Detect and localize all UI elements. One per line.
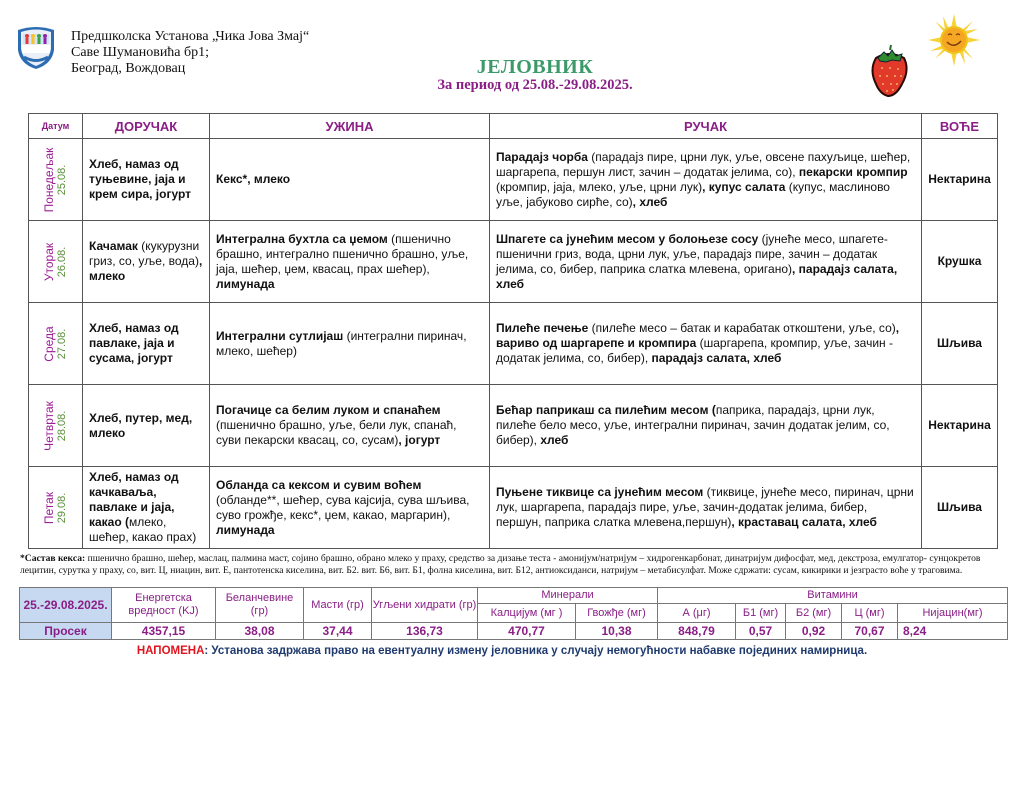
header-minerals: Минерали [478,588,658,604]
page-title: ЈЕЛОВНИК [476,56,594,78]
column-header-lunch: РУЧАК [490,114,922,139]
dish-ingredients: (јунеће месо, шпагете- пшенични гриз, вода, црни лук, уље, парадајз пире, зачин – додатак јелима, со, бибер, паприка слатка млевена, оригано) [496,231,888,276]
value-vit-b1: 0,57 [736,623,786,640]
title-block [380,57,690,93]
dish-name: , јогурт [398,433,441,447]
value-carbs: 136,73 [372,623,478,640]
dish-name: Пилеће печење [496,321,589,335]
value-energy: 4357,15 [112,623,216,640]
menu-day-row [29,385,998,467]
note-text: : Установа задржава право на евентуалну измену јеловника у случају немогућности набавке појединих намирница. [204,645,868,657]
value-vit-c: 70,67 [842,623,898,640]
day-cell [29,221,83,303]
column-header-snack: УЖИНА [210,114,490,139]
dish-name: , краставац салата, хлеб [731,515,877,529]
nutrition-table [19,587,1008,640]
dish-ingredients: (пшенично брашно, интегрално пшенично брашно, уље, јаја, шећер, џем, квасац, прах шећер), [216,231,469,276]
nutrition-period: 25.-29.08.2025. [20,588,112,623]
dish-ingredients: (кукурузни гриз, со, уље, вода) [89,239,200,268]
footnote-text: пшенично брашно, шећер, маслац, палмина маст, сојино брашно, обрано млеко у праху, средство за дизање теста - амонијум/натријум – хидрогенкарбонат, динатријум дифосфат, мед, декстроза, емулгатор- сунцокретов лецитин, сурутка у праху, со, вит. Ц, ниацин, вит. Е, пантотенска киселина, вит. Б2. вит. Б6, вит. Б1, фолна киселина, вит. Б12, антиоксиданси, натријум – метабисулфат. Може сдржати: сусам, кикирики и језграсто воће у траговима. [20,553,981,576]
dish-ingredients: (пшенично брашно, уље, бели лук, спанаћ, суви пекарски квасац, со, сусам) [216,418,457,447]
snack-cell [210,467,490,549]
average-row [20,623,1008,640]
dish-name: Парадајз чорба [496,149,592,164]
dish-name: Кекс*, млеко [216,172,291,186]
dish-name: Интегрални сутлијаш [216,328,344,343]
dish-name: , купус салата [702,179,786,194]
dish-name: Хлеб, намаз од павлаке, јаја и сусама, јогурт [89,321,179,365]
snack-cell [210,139,490,221]
day-cell [29,303,83,385]
day-label [43,326,69,361]
dish-name: Качамак [89,239,142,253]
institution-logo [14,24,58,70]
dish-ingredients: (тиквице, јунеће месо, пиринач, црни лук, шаргарепа, парадајз пире, уље, зачин-додатак јелима, бибер, першун, паприка слатка млевена,першун) [496,485,914,529]
dish-name: Пуњене тиквице са јунећим месом [496,485,704,499]
menu-day-row [29,303,998,385]
dish-ingredients: (кромпир, јаја, млеко, уље, црни лук) [496,179,703,194]
fruit-cell: Нектарина [922,139,998,221]
day-cell [29,139,83,221]
lunch-cell [490,139,922,221]
lunch-cell [490,385,922,467]
column-header-date: Датум [29,114,83,139]
day-cell [29,467,83,549]
value-vit-b2: 0,92 [786,623,842,640]
page-subtitle: За период од 25.08.-29.08.2025. [437,77,633,93]
menu-day-row [29,467,998,549]
dish-name: , парадајз салата, хлеб [496,261,898,291]
menu-change-note [0,645,1004,657]
header-vitamins: Витамини [658,588,1008,604]
dish-name: Хлеб, намаз од туњевине, јаја и крем сира, јогурт [89,157,192,201]
day-name: Среда [41,325,56,362]
dish-ingredients: (интегрални пиринач, млеко, шећер) [216,328,467,358]
dish-name: Обланда са кексом и сувим воћем [216,477,422,492]
dish-name: Хлеб, намаз од качкаваља, павлаке и јаја, какао ( [89,470,179,529]
dish-ingredients: (парадајз пире, црни лук, уље, овсене пахуљице, шећер, шаргарепа, першун лист, зачин – додатак јелима, со), [496,149,911,179]
dish-name: , хлеб [632,194,668,209]
breakfast-cell [83,467,210,549]
organization-info [71,29,309,77]
day-date: 25.08. [55,164,68,195]
header-calcium: Калцијум (мг ) [478,604,576,623]
header-niacin: Нијацин(мг) [898,604,1008,623]
menu-table [28,113,998,549]
dish-ingredients: (купус, маслиново уље, јабуково сирће, со) [496,179,890,209]
footnote-label: *Састав кекса: [20,553,86,564]
header-vit-b1: Б1 (мг) [736,604,786,623]
lunch-cell [490,303,922,385]
header-vit-a: А (μг) [658,604,736,623]
dish-name: Интегрална бухтла са џемом [216,231,388,246]
menu-day-row [29,221,998,303]
organization-name: Предшколска Установа „Чика Јова Змај“ [71,29,310,44]
organization-city: Београд, Вождовац [71,61,186,76]
menu-day-row [29,139,998,221]
breakfast-cell [83,221,210,303]
value-fat: 37,44 [304,623,372,640]
dish-name: лимунада [216,522,275,537]
day-date: 27.08. [55,328,68,359]
dish-name: , млеко [89,254,203,283]
organization-address: Саве Шумановића бр1; [71,45,210,60]
value-iron: 10,38 [576,623,658,640]
column-header-breakfast: ДОРУЧАК [83,114,210,139]
breakfast-cell [83,385,210,467]
lunch-cell [490,467,922,549]
dish-name: пекарски кромпир [798,164,908,179]
lunch-cell [490,221,922,303]
day-name: Уторак [41,242,56,281]
day-label [43,242,69,280]
dish-ingredients: (обланде**, шећер, сува кајсија, сува шљива, суво грожђе, кекс*, џем, какао, маргарин), [216,492,470,522]
fruit-cell: Шљива [922,467,998,549]
value-niacin: 8,24 [898,623,1008,640]
snack-cell [210,221,490,303]
menu-header-row [29,114,998,139]
breakfast-cell [83,303,210,385]
header-protein: Беланчевине (гр) [216,588,304,623]
value-calcium: 470,77 [478,623,576,640]
breakfast-cell [83,139,210,221]
snack-cell [210,303,490,385]
strawberry-icon [866,44,912,98]
day-date: 26.08. [55,246,68,277]
dish-ingredients: паприка, парадајз, црни лук, пилеће бело месо, уље, интегрални пиринач, зачин додатак јелим, со, бибер), [496,403,890,447]
biscuit-ingredients-footnote [20,553,1010,576]
dish-name: лимунада [216,276,275,291]
day-name: Понедељак [41,147,56,212]
dish-ingredients: (пилеће месо – батак и карабатак откоштени, уље, со) [588,321,896,335]
fruit-cell: Шљива [922,303,998,385]
day-cell [29,385,83,467]
day-label [43,491,69,523]
dish-name: хлеб [540,433,569,447]
dish-ingredients: млеко, шећер, какао прах) [89,515,197,544]
header-fat: Масти (гр) [304,588,372,623]
header-vit-c: Ц (мг) [842,604,898,623]
dish-name: Шпагете са јунећим месом у болоњезе сосу [496,231,759,246]
dish-name: Бећар паприкаш са пилећим месом ( [496,403,716,417]
header-iron: Гвожђе (мг) [576,604,658,623]
dish-ingredients: (шаргарепа, кромпир, уље, зачин - додатак јелима, со, бибер), [496,336,893,365]
day-name: Петак [41,491,56,524]
day-label [43,401,69,451]
fruit-cell: Крушка [922,221,998,303]
day-label [43,147,69,212]
snack-cell [210,385,490,467]
value-vit-a: 848,79 [658,623,736,640]
dish-name: парадајз салата, хлеб [651,351,782,365]
dish-name: Погачице са белим луком и спанаћем [216,403,441,417]
day-date: 29.08. [55,492,68,523]
dish-name: Хлеб, путер, мед, млеко [89,410,193,440]
header-vit-b2: Б2 (мг) [786,604,842,623]
column-header-fruit: ВОЋЕ [922,114,998,139]
header-carbs: Угљени хидрати (гр) [372,588,478,623]
dish-name: , вариво од шаргарепе и кромпира [496,321,900,350]
average-label: Просек [20,623,112,640]
day-name: Четвртак [41,400,56,451]
fruit-cell: Нектарина [922,385,998,467]
sun-icon [928,14,980,66]
day-date: 28.08. [55,410,68,441]
header-energy: Енергетска вредност (KJ) [112,588,216,623]
value-protein: 38,08 [216,623,304,640]
note-label: НАПОМЕНА [136,645,205,657]
